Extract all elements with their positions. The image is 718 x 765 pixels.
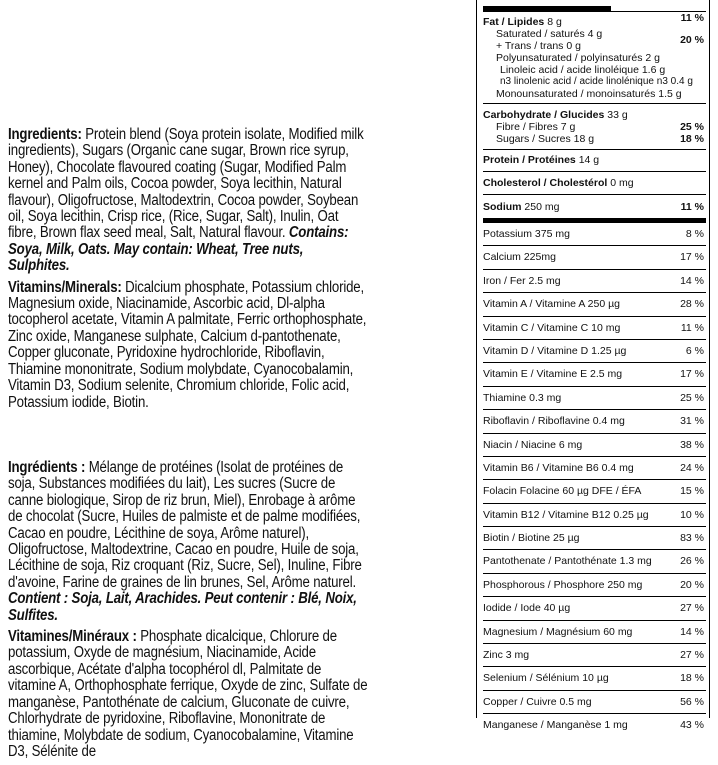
micronutrient-dv: 11 % [680, 321, 704, 334]
micronutrient-label: Folacin Folacine 60 µg DFE / ÉFA [483, 485, 642, 498]
micronutrient-label: Biotin / Biotine 25 µg [483, 532, 580, 545]
ingredients-label-fr: Ingrédients : [8, 459, 86, 476]
protein-label: Protein / Protéines [483, 154, 576, 166]
micronutrient-label: Potassium 375 mg [483, 228, 570, 240]
panel-left-border [476, 0, 477, 718]
micronutrient-dv: 83 % [680, 532, 704, 545]
micronutrient-label: Magnesium / Magnésium 60 mg [483, 625, 633, 638]
micronutrient-row [483, 620, 706, 643]
micronutrient-label: Vitamin A / Vitamine A 250 µg [483, 298, 621, 311]
linoleic-label: Linoleic acid / acide linoléique 1.6 g [500, 64, 666, 76]
trans-label: + Trans / trans 0 g [496, 40, 581, 52]
micronutrient-dv: 27 % [680, 649, 704, 662]
sugars-dv: 18 % [680, 133, 704, 145]
micronutrient-dv: 15 % [680, 485, 704, 498]
micronutrient-dv: 10 % [680, 508, 704, 521]
micronutrient-row [483, 666, 706, 689]
micronutrient-label: Vitamin C / Vitamine C 10 mg [483, 321, 621, 334]
mono-row [483, 88, 706, 103]
micronutrient-label: Vitamin B12 / Vitamine B12 0.25 µg [483, 508, 649, 521]
micronutrient-row [483, 596, 706, 619]
sodium-amount: 250 mg [524, 201, 560, 213]
micronutrient-row [483, 433, 706, 456]
micronutrient-dv: 27 % [680, 602, 704, 615]
micronutrient-row [483, 339, 706, 362]
saturated-label: Saturated / saturés 4 g [496, 28, 603, 40]
allergens-fr: Contient : Soja, Lait, Arachides. Peut contenir : Blé, Noix, Sulfites. [8, 590, 357, 624]
micronutrient-row [483, 362, 706, 385]
micronutrient-row [483, 573, 706, 596]
fat-label: Fat / Lipides [483, 16, 545, 28]
cholesterol-amount: 0 mg [610, 177, 634, 189]
micronutrient-label: Manganese / Manganèse 1 mg [483, 719, 628, 732]
trans-row [483, 40, 706, 52]
fat-amount: 8 g [547, 16, 562, 28]
n3-label: n3 linolenic acid / acide linolénique n3 0.4 g [500, 76, 693, 87]
n3-row [483, 76, 706, 88]
micronutrient-dv: 6 % [685, 344, 704, 357]
ingredients-french [8, 460, 367, 765]
micronutrient-dv: 26 % [680, 555, 704, 568]
micronutrient-row [483, 713, 706, 736]
micronutrient-row [483, 292, 706, 315]
carb-row [483, 103, 706, 121]
micronutrient-row [483, 409, 706, 432]
sugars-row [483, 133, 706, 149]
carb-label: Carbohydrate / Glucides [483, 109, 605, 121]
fibre-dv: 25 % [680, 121, 704, 133]
mono-label: Monounsaturated / monoinsaturés 1.5 g [496, 88, 682, 100]
micronutrient-dv: 20 % [680, 578, 704, 591]
micronutrient-label: Vitamin E / Vitamine E 2.5 mg [483, 368, 623, 381]
micronutrient-label: Riboflavin / Riboflavine 0.4 mg [483, 415, 625, 428]
cholesterol-label: Cholesterol / Cholestérol [483, 177, 608, 189]
micronutrient-dv: 28 % [680, 298, 704, 311]
micronutrient-row [483, 223, 706, 245]
micronutrient-label: Copper / Cuivre 0.5 mg [483, 695, 592, 708]
fibre-label: Fibre / Fibres 7 g [496, 121, 576, 133]
micronutrient-label: Pantothenate / Pantothénate 1.3 mg [483, 555, 652, 568]
micronutrient-dv: 31 % [680, 415, 704, 428]
micronutrient-row [483, 316, 706, 339]
fat-row [483, 12, 706, 28]
fibre-row [483, 121, 706, 133]
micronutrient-row [483, 503, 706, 526]
sodium-row [483, 194, 706, 218]
micronutrient-row [483, 549, 706, 572]
cholesterol-row [483, 171, 706, 194]
micronutrient-rows [483, 223, 706, 737]
micronutrient-dv: 38 % [680, 438, 704, 451]
micronutrient-row [483, 269, 706, 292]
saturated-dv: 20 % [680, 34, 704, 46]
vitamins-text-fr: Phosphate dicalcique, Chlorure de potassium, Oxyde de magnésium, Niacinamide, Acide ascorbique, Acétate d'alpha tocophérol dl, Palmitate de vitamine A, Orthophosphate ferrique, Oxyde de zinc, Sulfate de manganèse, Pantothénate de calcium, Gluconate de cuivre, Chlorhydrate de pyridoxine, Riboflavine, Mononitrate de thiamine, Molybdate de sodium, Cyanocobalamine, Vitamine D3, Sélénite de [8, 628, 368, 760]
sodium-label: Sodium [483, 201, 522, 213]
micronutrient-dv: 8 % [685, 228, 704, 240]
vitamins-text-en: Dicalcium phosphate, Potassium chloride, Magnesium oxide, Niacinamide, Ascorbic acid, Dl-alpha tocopherol acetate, Vitamin A palmitate, Ferric orthophosphate, Zinc oxide, Manganese sulphate, Calcium d-pantothenate, Copper gluconate, Pyridoxine hydrochloride, Riboflavin, Thiamine mononitrate, Sodium molybdate, Cyanocobalamin, Vitamin D3, Sodium selenite, Chromium chloride, Folic acid, Potassium iodide, Biotin. [8, 278, 367, 411]
carb-amount: 33 g [607, 109, 628, 121]
micronutrient-dv: 24 % [680, 461, 704, 474]
micronutrient-label: Phosphorous / Phosphore 250 mg [483, 578, 643, 591]
micronutrient-row [483, 690, 706, 713]
ingredients-paragraph-en [8, 127, 367, 275]
micronutrient-dv: 17 % [680, 251, 704, 264]
micronutrient-dv: 17 % [680, 368, 704, 381]
micronutrient-label: Thiamine 0.3 mg [483, 391, 562, 404]
ingredients-label-en: Ingredients: [8, 126, 82, 143]
micronutrient-dv: 25 % [680, 391, 704, 404]
micronutrient-row [483, 643, 706, 666]
poly-label: Polyunsaturated / polyinsaturés 2 g [496, 52, 661, 64]
micronutrient-row [483, 386, 706, 409]
micronutrient-dv: 14 % [680, 274, 704, 287]
protein-amount: 14 g [578, 154, 600, 166]
micronutrient-label: Calcium 225mg [483, 251, 556, 264]
fat-dv: 11 % [680, 12, 704, 24]
micronutrient-dv: 56 % [680, 695, 704, 708]
micronutrient-row [483, 479, 706, 502]
ingredients-text-en: Protein blend (Soya protein isolate, Modified milk ingredients), Sugars (Organic cane sugar, Brown rice syrup, Honey), Chocolate flavoured coating (Sugar, Modified Palm kernel and Palm oils, Cocoa powder, Soya lecithin, Natural flavour), Oligofructose, Maltodextrin, Cocoa powder, Soybean oil, Soya lecithin, Crisp rice, (Rice, Sugar, Salt), Inulin, Oat fibre, Brown flax seed meal, Salt, Natural flavour. [8, 126, 364, 242]
vitamins-label-en: Vitamins/Minerals: [8, 278, 122, 296]
micronutrient-dv: 18 % [680, 672, 704, 685]
micronutrient-label: Iodide / Iode 40 µg [483, 602, 571, 615]
allergens-en: Contains: Soya, Milk, Oats. May contain: Wheat, Tree nuts, Sulphites. [8, 224, 349, 275]
ingredients-text-fr: Mélange de protéines (Isolat de protéines de soja, Substances modifiées du lait), Les sucres (Sucre de canne biologique, Sirop de riz brun, Miel), Enrobage à arôme de chocolat (Sucre, Huiles de palmiste et de palme modifiées, Cacao en poudre, Lécithine de soya, Arôme naturel), Oligofructose, Maltodextrine, Cacao en poudre, Huile de soja, Lécithine de soja, Riz croquant (Riz, Sucre, Sel), Inuline, Fibre d'avoine, Farine de graines de lin brunes, Sel, Arôme naturel. [8, 459, 362, 591]
panel-right-border [709, 0, 710, 718]
micronutrient-label: Selenium / Sélénium 10 µg [483, 672, 609, 685]
ingredients-paragraph-fr [8, 460, 367, 624]
micronutrient-label: Zinc 3 mg [483, 649, 530, 662]
micronutrient-dv: 43 % [680, 719, 704, 732]
micronutrient-label: Niacin / Niacine 6 mg [483, 438, 583, 451]
vitamins-paragraph-fr [8, 629, 367, 760]
vitamins-label-fr: Vitamines/Minéraux : [8, 628, 137, 646]
ingredients-english [8, 127, 367, 416]
micronutrient-label: Vitamin B6 / Vitamine B6 0.4 mg [483, 461, 634, 474]
micronutrient-row [483, 245, 706, 268]
sugars-label: Sugars / Sucres 18 g [496, 133, 595, 145]
linoleic-row [483, 64, 706, 76]
micronutrient-label: Vitamin D / Vitamine D 1.25 µg [483, 344, 627, 357]
nutrient-rows [483, 12, 706, 737]
micronutrient-dv: 14 % [680, 625, 704, 638]
protein-row [483, 149, 706, 171]
vitamins-paragraph-en [8, 280, 367, 411]
micronutrient-row [483, 456, 706, 479]
poly-row [483, 52, 706, 64]
micronutrient-row [483, 526, 706, 549]
sodium-dv: 11 % [680, 201, 704, 213]
micronutrient-label: Iron / Fer 2.5 mg [483, 274, 561, 287]
nutrition-facts-panel [476, 0, 718, 732]
